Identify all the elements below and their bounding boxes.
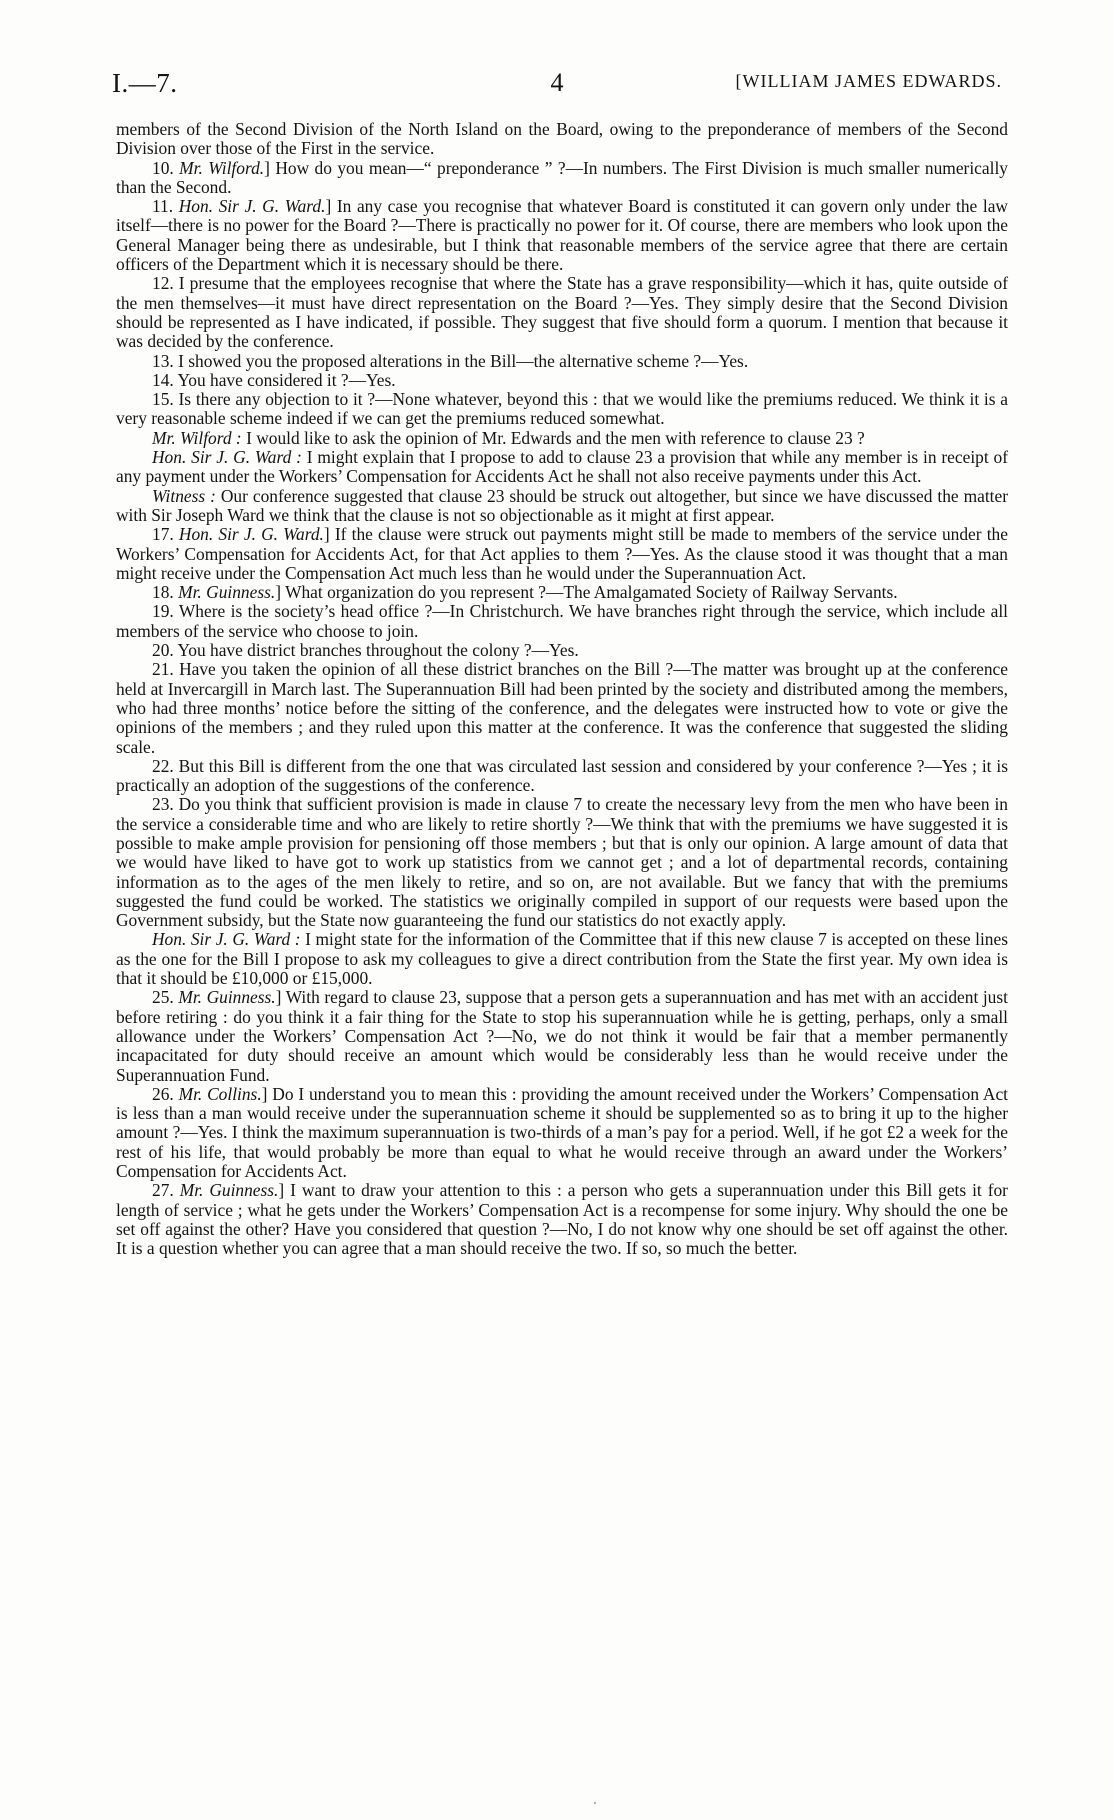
question-number: 11. <box>152 196 174 217</box>
paragraph <box>116 448 1008 487</box>
speaker-bracket: ] <box>275 582 282 603</box>
question-number: 23. <box>152 794 174 815</box>
paragraph <box>116 795 1008 930</box>
paragraph-text: Is there any objection to it ?—None whatever, beyond this : that we would like the premiums reduced. We think it is a very reasonable scheme indeed if we can get the premiums reduced somewhat. <box>116 389 1008 429</box>
question-number: 27. <box>152 1180 174 1201</box>
speaker-name: Mr. Collins. <box>178 1083 262 1104</box>
paragraph-text: What organization do you represent ?—The Amalgamated Society of Railway Servants. <box>285 582 898 603</box>
paragraph-text: I showed you the proposed alterations in the Bill—the alternative scheme ?—Yes. <box>178 350 749 371</box>
question-number: 25. <box>152 987 174 1008</box>
paragraph <box>116 988 1008 1084</box>
paragraph-text: With regard to clause 23, suppose that a person gets a superannuation and has met with an accident just before retiring : do you think it a fair thing for the State to stop his superannuation while he is getting, perhaps, only a small allowance under the Workers’ Compensation Act ?—No, we do not think it would be fair that a member permanently incapacitated for duty should receive an amount which would be considerably less than he would receive under the Superannuation Fund. <box>116 987 1008 1085</box>
question-number: 22. <box>152 755 174 776</box>
paragraph-text: How do you mean—“ preponderance ” ?—In numbers. The First Division is much smaller numerically than the Second. <box>116 157 1008 197</box>
speaker-bracket: ] <box>275 987 282 1008</box>
paragraph <box>116 1085 1008 1181</box>
paragraph <box>116 487 1008 526</box>
scan-speck <box>594 1802 596 1804</box>
paragraph <box>116 660 1008 756</box>
paragraph <box>116 197 1008 274</box>
speaker-bracket: ] <box>323 524 330 545</box>
question-number: 10. <box>152 157 174 178</box>
question-number: 15. <box>152 389 174 410</box>
question-number: 14. <box>152 369 174 390</box>
paragraph-text: But this Bill is different from the one that was circulated last session and considered by your conference ?—Yes ; it is practically an adoption of the suggestions of the conference. <box>116 755 1008 796</box>
paragraph-text: If the clause were struck out payments might still be made to members of the service under the Workers’ Compensation for Accidents Act, for that Act applies to them ?—Yes. As the clause stood it was thought that a man might receive under the Compensation Act much less than he would under the Superannuation Act. <box>116 524 1008 583</box>
speaker-name: Mr. Guinness. <box>178 987 276 1008</box>
paragraph <box>116 583 1008 602</box>
question-number: 21. <box>152 659 174 680</box>
speaker-bracket: ] <box>278 1180 285 1201</box>
question-number: 18. <box>152 582 174 603</box>
paragraph-text: I might state for the information of the Committee that if this new clause 7 is accepted on these lines as the one for the Bill I propose to ask my colleagues to give a direct contribution from the State the first year. My own idea is that it should be £10,000 or £15,000. <box>116 929 1008 989</box>
paragraph-text: You have district branches throughout the colony ?—Yes. <box>177 640 579 661</box>
paragraph <box>116 930 1008 988</box>
paragraph-text: I want to draw your attention to this : a person who gets a superannuation under this Bill gets it for length of service ; what he gets under the Workers’ Compensation Act is a recompense for some injury. Why should the one be set off against the other? Have you considered that question ?—No, I do not know why one should be set off against the other. It is a question whether you can agree that a man should receive the two. If so, so much the better. <box>116 1180 1008 1259</box>
question-number: 13. <box>152 350 174 371</box>
paragraph <box>116 525 1008 583</box>
speaker-name: Hon. Sir J. G. Ward : <box>152 929 301 950</box>
paragraph <box>116 1181 1008 1258</box>
paragraph <box>116 641 1008 660</box>
paragraph-text: I might explain that I propose to add to clause 23 a provision that while any member is in receipt of any payment under the Workers’ Compensation for Accidents Act he shall not also receive payments under this Act. <box>116 447 1009 487</box>
speaker-bracket: ] <box>261 1083 268 1104</box>
speaker-name: Mr. Wilford : <box>152 427 242 448</box>
witness-name: [WILLIAM JAMES EDWARDS. <box>735 71 1002 91</box>
speaker-bracket: ] <box>325 196 332 217</box>
speaker-name: Mr. Guinness. <box>179 1180 279 1201</box>
paragraph <box>116 390 1008 429</box>
paragraph-text: You have considered it ?—Yes. <box>177 369 396 390</box>
paragraph-text: Do I understand you to mean this : providing the amount received under the Workers’ Compensation Act is less than a man would receive under the superannuation scheme it should be supplemented so as to bring it up to the higher amount ?—Yes. I think the maximum superannuation is two-thirds of a man’s pay for a period. Well, if he got £2 a week for the rest of his life, that would probably be more than equal to what he would receive through an award under the Workers’ Compensation for Accidents Act. <box>116 1083 1008 1182</box>
speaker-name: Mr. Wilford. <box>179 157 265 178</box>
paragraph <box>116 120 1008 159</box>
speaker-name: Hon. Sir J. G. Ward. <box>178 196 326 217</box>
paragraph-text: Our conference suggested that clause 23 should be struck out altogether, but since we have discussed the matter with Sir Joseph Ward we think that the clause is not so objectionable as it might at first appear. <box>116 485 1008 525</box>
speaker-name: Witness : <box>152 485 216 506</box>
document-reference: I.—7. <box>112 68 178 98</box>
question-number: 26. <box>152 1083 174 1104</box>
question-number: 20. <box>152 640 174 661</box>
paragraph <box>116 274 1008 351</box>
speaker-name: Hon. Sir J. G. Ward. <box>178 524 324 545</box>
paragraph <box>116 602 1008 641</box>
paragraph <box>116 159 1008 198</box>
speaker-bracket: ] <box>264 157 270 178</box>
page-header <box>112 68 1002 102</box>
paragraph-text: Have you taken the opinion of all these district branches on the Bill ?—The matter was brought up at the conference held at Invercargill in March last. The Superannuation Bill had been printed by the society and distributed among the members, who had three months’ notice before the sitting of the conference, and the delegates were instructed how to vote or give the opinions of the members ; and they ruled upon this matter at the conference. It was the conference that suggested the sliding scale. <box>116 659 1008 757</box>
paragraph-text: Where is the society’s head office ?—In Christchurch. We have branches right through the service, which include all members of the service who choose to join. <box>116 601 1008 641</box>
speaker-name: Hon. Sir J. G. Ward : <box>152 447 302 468</box>
document-body <box>116 120 1008 1259</box>
question-number: 12. <box>152 273 174 294</box>
speaker-name: Mr. Guinness. <box>178 582 276 603</box>
page-number: 4 <box>550 68 564 97</box>
paragraph <box>116 757 1008 796</box>
paragraph-text: I presume that the employees recognise that where the State has a grave responsibility—which it has, quite outside of the men themselves—it must have direct representation on the Board ?—Yes. They simply desire that the Second Division should be represented as I have indicated, if possible. They suggest that five should form a quorum. I mention that because it was decided by the conference. <box>116 273 1008 352</box>
paragraph <box>116 352 1008 371</box>
paragraph-text: I would like to ask the opinion of Mr. Edwards and the men with reference to clause 23 ? <box>246 427 865 448</box>
paragraph-text: In any case you recognise that whatever Board is constituted it can govern only under the law itself—there is no power for the Board ?—There is practically no power for it. Of course, there are members who look upon the General Manager being there as undesirable, but I think that reasonable members of the service agree that there are certain officers of the Department which it is necessary should be there. <box>116 196 1008 275</box>
paragraph-text: members of the Second Division of the North Island on the Board, owing to the preponderance of members of the Second Division over those of the First in the service. <box>116 119 1008 159</box>
question-number: 17. <box>152 524 174 545</box>
paragraph <box>116 371 1008 390</box>
paragraph-text: Do you think that sufficient provision is made in clause 7 to create the necessary levy from the men who have been in the service a considerable time and who are likely to retire shortly ?—We think that with the premiums we have suggested it is possible to make ample provision for pensioning off those members ; but that is only our opinion. A large amount of data that we would have liked to have got to work up statistics from we cannot get ; and a lot of departmental records, containing information as to the ages of the men likely to retire, and so on, are not available. But we fancy that with the premiums suggested the fund could be worked. The statistics we originally compiled in support of our requests were based upon the Government subsidy, but the State now guaranteeing the fund our statistics do not exactly apply. <box>116 794 1008 931</box>
question-number: 19. <box>152 601 174 622</box>
paragraph <box>116 429 1008 448</box>
